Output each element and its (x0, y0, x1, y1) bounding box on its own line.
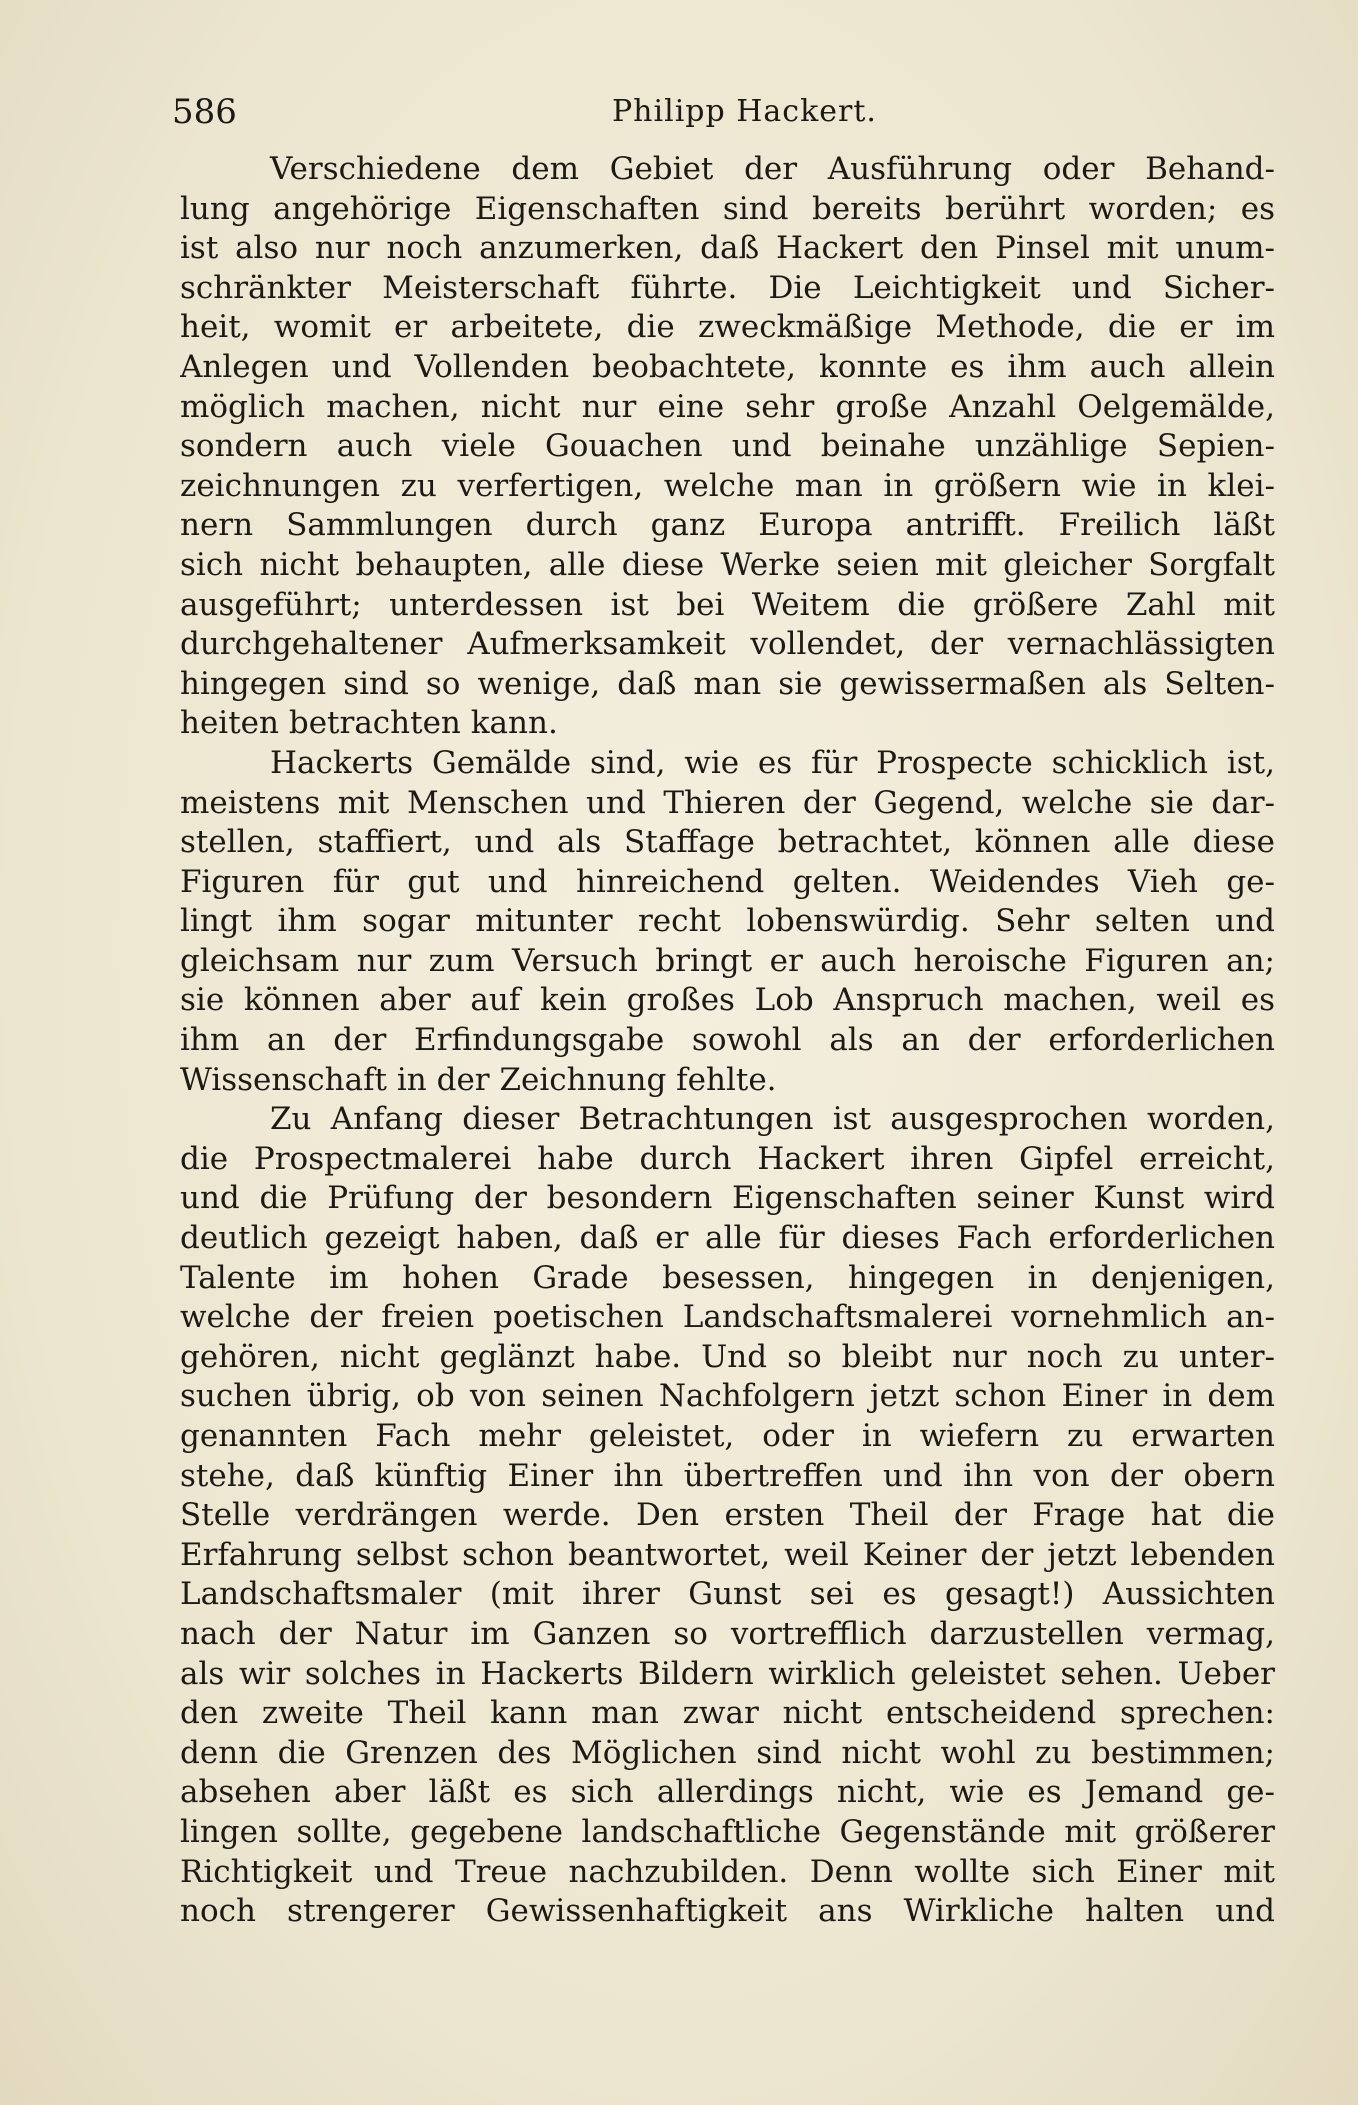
text-line: sondern auch viele Gouachen und beinahe unzählige Sepien- (180, 428, 1275, 465)
text-line: gehören, nicht geglänzt habe. Und so bleibt nur noch zu unter- (180, 1338, 1275, 1375)
text-line: stellen, staffiert, und als Staffage betrachtet, können alle diese (180, 824, 1275, 861)
text-line: durchgehaltener Aufmerksamkeit vollendet, der vernachlässigten (180, 626, 1275, 663)
text-line: ist also nur noch anzumerken, daß Hackert den Pinsel mit unum- (180, 230, 1275, 267)
text-line: schränkter Meisterschaft führte. Die Leichtigkeit und Sicher- (180, 269, 1275, 306)
text-line: noch strengerer Gewissenhaftigkeit ans Wirkliche halten und (180, 1893, 1275, 1930)
text-line: zeichnungen zu verfertigen, welche man in größern wie in klei- (180, 467, 1275, 504)
text-line: deutlich gezeigt haben, daß er alle für dieses Fach erforderlichen (180, 1220, 1275, 1257)
text-line: Stelle verdrängen werde. Den ersten Theil der Frage hat die (180, 1497, 1275, 1534)
text-line: Anlegen und Vollenden beobachtete, konnte es ihm auch allein (180, 348, 1275, 385)
text-line: die Prospectmalerei habe durch Hackert ihren Gipfel erreicht, (180, 1140, 1275, 1177)
text-line: meistens mit Menschen und Thieren der Gegend, welche sie dar- (180, 784, 1275, 821)
text-line: und die Prüfung der besondern Eigenschaften seiner Kunst wird (180, 1180, 1275, 1217)
text-line: Verschiedene dem Gebiet der Ausführung oder Behand- (270, 151, 1275, 187)
text-line: ihm an der Erfindungsgabe sowohl als an der erforderlichen (180, 1022, 1275, 1059)
text-line: suchen übrig, ob von seinen Nachfolgern jetzt schon Einer in dem (180, 1378, 1275, 1415)
text-line: lingt ihm sogar mitunter recht lobenswürdig. Sehr selten und (180, 903, 1275, 940)
text-line: lung angehörige Eigenschaften sind bereits berührt worden; es (180, 190, 1275, 227)
text-line: hingegen sind so wenige, daß man sie gewissermaßen als Selten- (180, 665, 1275, 702)
running-head: Philipp Hackert. (612, 94, 877, 129)
text-line: als wir solches in Hackerts Bildern wirklich geleistet sehen. Ueber (180, 1655, 1275, 1692)
text-line: nach der Natur im Ganzen so vortrefflich darzustellen vermag, (180, 1615, 1275, 1652)
text-line: sie können aber auf kein großes Lob Anspruch machen, weil es (180, 982, 1275, 1019)
text-line: heit, womit er arbeitete, die zweckmäßige Methode, die er im (180, 309, 1275, 346)
text-line: sich nicht behaupten, alle diese Werke seien mit gleicher Sorgfalt (180, 546, 1275, 583)
text-line: gleichsam nur zum Versuch bringt er auch heroische Figuren an; (180, 942, 1275, 979)
text-line: denn die Grenzen des Möglichen sind nicht wohl zu bestimmen; (180, 1734, 1275, 1771)
text-line: lingen sollte, gegebene landschaftliche Gegenstände mit größerer (180, 1813, 1275, 1850)
page-header (172, 92, 1182, 132)
text-line: absehen aber läßt es sich allerdings nicht, wie es Jemand ge- (180, 1774, 1275, 1811)
text-line: Hackerts Gemälde sind, wie es für Prospecte schicklich ist, (270, 744, 1275, 781)
text-line: den zweite Theil kann man zwar nicht entscheidend sprechen: (180, 1695, 1275, 1732)
text-line: nern Sammlungen durch ganz Europa antrifft. Freilich läßt (180, 507, 1275, 544)
text-line: Landschaftsmaler (mit ihrer Gunst sei es gesagt!) Aussichten (180, 1576, 1275, 1613)
text-line: Figuren für gut und hinreichend gelten. Weidendes Vieh ge- (180, 863, 1275, 900)
text-line: Wissenschaft in der Zeichnung fehlte. (180, 1061, 777, 1098)
text-line: Erfahrung selbst schon beantwortet, weil Keiner der jetzt lebenden (180, 1536, 1275, 1573)
text-line: welche der freien poetischen Landschaftsmalerei vornehmlich an- (180, 1299, 1275, 1336)
text-line: genannten Fach mehr geleistet, oder in wiefern zu erwarten (180, 1418, 1275, 1454)
text-line: heiten betrachten kann. (180, 705, 558, 742)
page-number: 586 (172, 92, 237, 132)
text-line: Richtigkeit und Treue nachzubilden. Denn wollte sich Einer mit (180, 1853, 1275, 1890)
text-line: Zu Anfang dieser Betrachtungen ist ausgesprochen worden, (270, 1101, 1275, 1138)
text-line: ausgeführt; unterdessen ist bei Weitem die größere Zahl mit (180, 586, 1275, 623)
text-line: stehe, daß künftig Einer ihn übertreffen und ihn von der obern (180, 1457, 1275, 1494)
text-line: Talente im hohen Grade besessen, hingegen in denjenigen, (180, 1259, 1275, 1296)
text-line: möglich machen, nicht nur eine sehr große Anzahl Oelgemälde, (180, 388, 1275, 425)
body-text (180, 150, 1275, 1932)
